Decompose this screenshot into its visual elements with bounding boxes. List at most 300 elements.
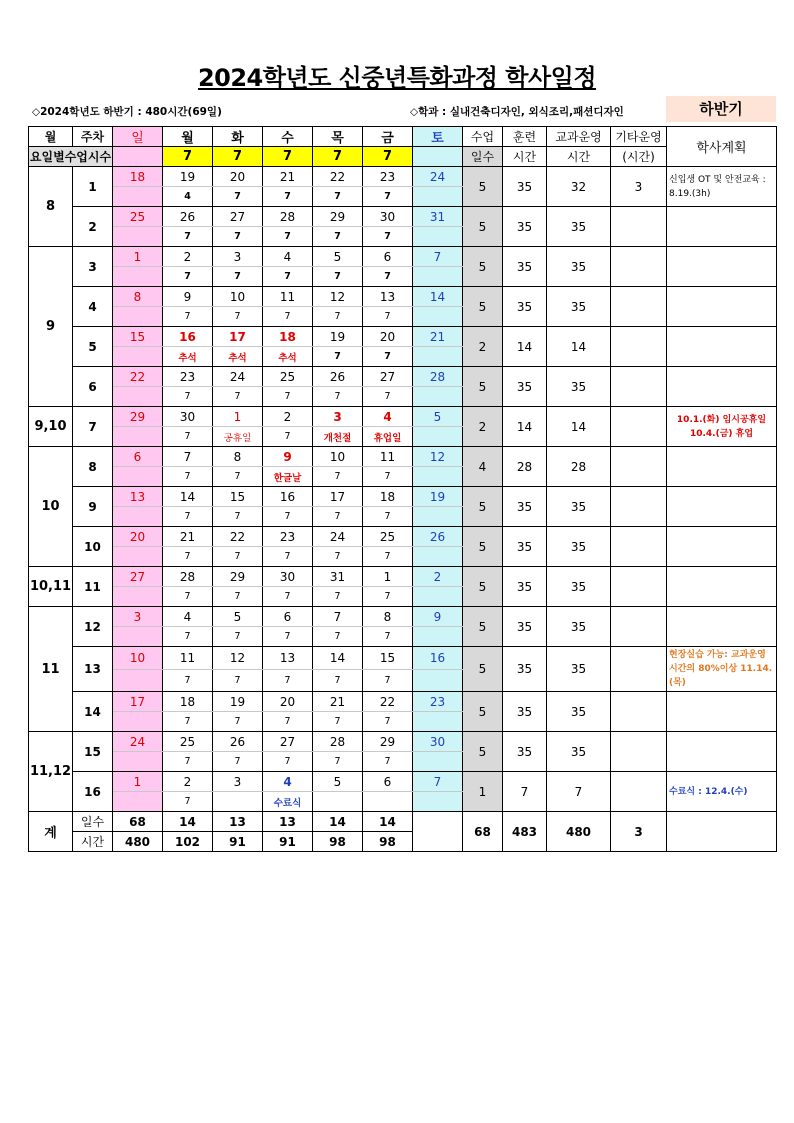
week-row: [29, 772, 777, 792]
date-sat: 14: [413, 287, 463, 307]
hours-mon: 추석: [163, 347, 213, 367]
date-tue: 26: [213, 732, 263, 752]
daily-hours-sat: [413, 147, 463, 167]
date-sun: 6: [113, 447, 163, 467]
other-hours: [611, 647, 667, 692]
hours-sat: [413, 507, 463, 527]
header-training-hours-2: 시간: [503, 147, 547, 167]
date-mon: 30: [163, 407, 213, 427]
date-sun: 29: [113, 407, 163, 427]
hours-thu: 7: [313, 587, 363, 607]
header-month: 월: [29, 127, 73, 147]
date-sun: 8: [113, 287, 163, 307]
week-row: [29, 367, 777, 387]
training-hours: 7: [503, 772, 547, 812]
curriculum-hours: 14: [547, 407, 611, 447]
date-mon: 18: [163, 692, 213, 712]
other-hours: [611, 487, 667, 527]
training-hours: 35: [503, 367, 547, 407]
totals-label: 계: [29, 812, 73, 852]
curriculum-hours: 7: [547, 772, 611, 812]
hours-wed: 수료식: [263, 792, 313, 812]
hours-wed: 한글날: [263, 467, 313, 487]
other-hours: [611, 772, 667, 812]
curriculum-hours: 14: [547, 327, 611, 367]
date-wed: 20: [263, 692, 313, 712]
curriculum-hours: 28: [547, 447, 611, 487]
date-fri: 27: [363, 367, 413, 387]
date-wed: 30: [263, 567, 313, 587]
date-fri: 29: [363, 732, 413, 752]
class-days: 1: [463, 772, 503, 812]
hours-tue: 7: [213, 627, 263, 647]
hours-thu: 7: [313, 187, 363, 207]
hours-tue: 공휴일: [213, 427, 263, 447]
totals-hours-label: 시간: [73, 832, 113, 852]
header-wed: 수: [263, 127, 313, 147]
date-tue: 3: [213, 772, 263, 792]
date-sun: 1: [113, 247, 163, 267]
date-fri: 30: [363, 207, 413, 227]
hours-thu: 7: [313, 227, 363, 247]
date-fri: 6: [363, 772, 413, 792]
month-cell: 11,12: [29, 732, 73, 812]
week-number: 7: [73, 407, 113, 447]
training-hours: 35: [503, 527, 547, 567]
totals-plan: [667, 812, 777, 852]
date-tue: 15: [213, 487, 263, 507]
week-number: 4: [73, 287, 113, 327]
class-days: 5: [463, 692, 503, 732]
hours-mon: 7: [163, 227, 213, 247]
hours-wed: 7: [263, 227, 313, 247]
week-number: 3: [73, 247, 113, 287]
hours-sat: [413, 347, 463, 367]
hours-sat: [413, 187, 463, 207]
total-curriculum-hours: 480: [547, 812, 611, 852]
hours-sat: [413, 387, 463, 407]
week-row: [29, 607, 777, 627]
curriculum-hours: 35: [547, 367, 611, 407]
date-sat: 12: [413, 447, 463, 467]
date-fri: 15: [363, 647, 413, 670]
totals-sat: [413, 812, 463, 852]
class-days: 2: [463, 407, 503, 447]
hours-sun: [113, 587, 163, 607]
total-hours-value: 91: [213, 832, 263, 852]
date-mon: 2: [163, 247, 213, 267]
date-tue: 19: [213, 692, 263, 712]
hours-thu: 7: [313, 387, 363, 407]
hours-fri: 7: [363, 187, 413, 207]
daily-hours-tue: 7: [213, 147, 263, 167]
date-sun: 27: [113, 567, 163, 587]
other-hours: [611, 407, 667, 447]
week-row: [29, 167, 777, 187]
date-thu: 31: [313, 567, 363, 587]
daily-hours-mon: 7: [163, 147, 213, 167]
header-training-hours-1: 훈련: [503, 127, 547, 147]
date-wed: 16: [263, 487, 313, 507]
date-wed: 18: [263, 327, 313, 347]
hours-sun: [113, 187, 163, 207]
total-class-days: 68: [463, 812, 503, 852]
hours-thu: 7: [313, 669, 363, 692]
date-sat: 30: [413, 732, 463, 752]
plan-note: [667, 327, 777, 367]
date-wed: 4: [263, 247, 313, 267]
curriculum-hours: 35: [547, 287, 611, 327]
training-hours: 35: [503, 692, 547, 732]
hours-sun: [113, 507, 163, 527]
header-fri: 금: [363, 127, 413, 147]
training-hours: 35: [503, 247, 547, 287]
daily-hours-fri: 7: [363, 147, 413, 167]
hours-mon: 7: [163, 507, 213, 527]
total-hours-value: 480: [113, 832, 163, 852]
hours-sat: [413, 627, 463, 647]
hours-fri: 7: [363, 267, 413, 287]
hours-wed: 7: [263, 267, 313, 287]
week-row: [29, 527, 777, 547]
date-sat: 2: [413, 567, 463, 587]
plan-note: [667, 607, 777, 647]
hours-sat: [413, 712, 463, 732]
date-fri: 11: [363, 447, 413, 467]
page-title: 2024학년도 신중년특화과정 학사일정: [197, 64, 597, 92]
department-info: ◇학과 : 실내건축디자인, 외식조리,패션디자인: [410, 106, 624, 118]
hours-tue: 7: [213, 712, 263, 732]
plan-note: [667, 732, 777, 772]
date-sat: 7: [413, 772, 463, 792]
date-wed: 21: [263, 167, 313, 187]
hours-fri: 7: [363, 587, 413, 607]
header-sun: 일: [113, 127, 163, 147]
date-sat: 7: [413, 247, 463, 267]
date-thu: 5: [313, 247, 363, 267]
hours-sat: [413, 467, 463, 487]
date-mon: 19: [163, 167, 213, 187]
date-thu: 17: [313, 487, 363, 507]
hours-tue: 7: [213, 227, 263, 247]
hours-thu: 7: [313, 752, 363, 772]
date-wed: 11: [263, 287, 313, 307]
class-days: 5: [463, 567, 503, 607]
total-days-value: 13: [263, 812, 313, 832]
date-sun: 17: [113, 692, 163, 712]
date-wed: 23: [263, 527, 313, 547]
hours-tue: 7: [213, 307, 263, 327]
curriculum-hours: 32: [547, 167, 611, 207]
hours-mon: 7: [163, 712, 213, 732]
date-mon: 2: [163, 772, 213, 792]
hours-tue: 7: [213, 467, 263, 487]
hours-wed: 7: [263, 669, 313, 692]
plan-note: 현장실습 가능: 교과운영시간의 80%이상 11.14.(목): [667, 647, 777, 692]
week-row: [29, 567, 777, 587]
date-sat: 9: [413, 607, 463, 627]
date-fri: 18: [363, 487, 413, 507]
hours-sat: [413, 792, 463, 812]
class-days: 5: [463, 247, 503, 287]
hours-wed: 7: [263, 752, 313, 772]
date-sat: 26: [413, 527, 463, 547]
date-mon: 4: [163, 607, 213, 627]
month-cell: 8: [29, 167, 73, 247]
date-wed: 27: [263, 732, 313, 752]
hours-thu: 7: [313, 467, 363, 487]
hours-sat: [413, 227, 463, 247]
total-hours-value: 98: [363, 832, 413, 852]
training-hours: 28: [503, 447, 547, 487]
training-hours: 35: [503, 607, 547, 647]
training-hours: 35: [503, 487, 547, 527]
hours-thu: 개천절: [313, 427, 363, 447]
hours-thu: 7: [313, 347, 363, 367]
hours-thu: 7: [313, 267, 363, 287]
header-curriculum-hours-2: 시간: [547, 147, 611, 167]
hours-mon: 7: [163, 267, 213, 287]
other-hours: [611, 732, 667, 772]
date-mon: 23: [163, 367, 213, 387]
date-wed: 4: [263, 772, 313, 792]
plan-note: [667, 692, 777, 732]
date-fri: 20: [363, 327, 413, 347]
curriculum-hours: 35: [547, 247, 611, 287]
hours-tue: [213, 792, 263, 812]
hours-mon: 7: [163, 752, 213, 772]
daily-hours-label: 요일별수업시수: [29, 147, 113, 167]
week-row: [29, 327, 777, 347]
hours-fri: 7: [363, 627, 413, 647]
training-hours: 35: [503, 567, 547, 607]
hours-sat: [413, 307, 463, 327]
month-cell: 10,11: [29, 567, 73, 607]
plan-note: [667, 367, 777, 407]
date-tue: 10: [213, 287, 263, 307]
week-row: [29, 732, 777, 752]
date-wed: 13: [263, 647, 313, 670]
week-row: [29, 207, 777, 227]
date-tue: 1: [213, 407, 263, 427]
date-thu: 3: [313, 407, 363, 427]
other-hours: [611, 607, 667, 647]
class-days: 5: [463, 647, 503, 692]
hours-sat: [413, 547, 463, 567]
hours-fri: 7: [363, 347, 413, 367]
hours-sun: [113, 427, 163, 447]
curriculum-hours: 35: [547, 647, 611, 692]
hours-sun: [113, 347, 163, 367]
week-row: [29, 287, 777, 307]
hours-tue: 7: [213, 387, 263, 407]
hours-wed: 7: [263, 547, 313, 567]
date-mon: 14: [163, 487, 213, 507]
week-row: [29, 692, 777, 712]
date-sat: 16: [413, 647, 463, 670]
training-hours: 35: [503, 167, 547, 207]
date-sat: 31: [413, 207, 463, 227]
date-tue: 20: [213, 167, 263, 187]
hours-fri: 7: [363, 712, 413, 732]
date-thu: 24: [313, 527, 363, 547]
header-curriculum-hours-1: 교과운영: [547, 127, 611, 147]
week-row: [29, 487, 777, 507]
hours-sun: [113, 467, 163, 487]
plan-note: [667, 487, 777, 527]
header-other-hours-1: 기타운영: [611, 127, 667, 147]
date-tue: 12: [213, 647, 263, 670]
week-row: [29, 447, 777, 467]
date-thu: 12: [313, 287, 363, 307]
date-wed: 28: [263, 207, 313, 227]
curriculum-hours: 35: [547, 487, 611, 527]
hours-fri: 7: [363, 467, 413, 487]
date-fri: 6: [363, 247, 413, 267]
month-cell: 11: [29, 607, 73, 732]
half-badge: 하반기: [666, 96, 776, 122]
hours-wed: 7: [263, 187, 313, 207]
date-sat: 5: [413, 407, 463, 427]
date-tue: 17: [213, 327, 263, 347]
date-fri: 23: [363, 167, 413, 187]
plan-note: [667, 247, 777, 287]
date-mon: 28: [163, 567, 213, 587]
class-days: 5: [463, 287, 503, 327]
header-plan: 학사계획: [667, 127, 777, 167]
hours-fri: 7: [363, 227, 413, 247]
hours-mon: 7: [163, 792, 213, 812]
week-number: 9: [73, 487, 113, 527]
week-number: 14: [73, 692, 113, 732]
date-sun: 1: [113, 772, 163, 792]
hours-wed: 7: [263, 587, 313, 607]
date-sat: 19: [413, 487, 463, 507]
other-hours: [611, 247, 667, 287]
date-thu: 14: [313, 647, 363, 670]
date-fri: 4: [363, 407, 413, 427]
hours-mon: 7: [163, 547, 213, 567]
hours-fri: 7: [363, 547, 413, 567]
date-sat: 28: [413, 367, 463, 387]
month-cell: 10: [29, 447, 73, 567]
week-number: 2: [73, 207, 113, 247]
date-sun: 20: [113, 527, 163, 547]
class-days: 2: [463, 327, 503, 367]
hours-mon: 7: [163, 627, 213, 647]
class-days: 5: [463, 167, 503, 207]
date-mon: 11: [163, 647, 213, 670]
week-number: 11: [73, 567, 113, 607]
date-wed: 25: [263, 367, 313, 387]
curriculum-hours: 35: [547, 527, 611, 567]
date-fri: 25: [363, 527, 413, 547]
date-sat: 24: [413, 167, 463, 187]
date-wed: 9: [263, 447, 313, 467]
curriculum-hours: 35: [547, 607, 611, 647]
hours-thu: 7: [313, 507, 363, 527]
date-thu: 5: [313, 772, 363, 792]
training-hours: 35: [503, 732, 547, 772]
hours-tue: 7: [213, 547, 263, 567]
training-hours: 35: [503, 287, 547, 327]
plan-note: [667, 207, 777, 247]
date-thu: 7: [313, 607, 363, 627]
hours-tue: 7: [213, 507, 263, 527]
hours-sun: [113, 669, 163, 692]
date-tue: 5: [213, 607, 263, 627]
date-sun: 24: [113, 732, 163, 752]
date-thu: 26: [313, 367, 363, 387]
hours-sat: [413, 752, 463, 772]
week-number: 16: [73, 772, 113, 812]
hours-sat: [413, 587, 463, 607]
total-training-hours: 483: [503, 812, 547, 852]
date-sun: 18: [113, 167, 163, 187]
date-tue: 8: [213, 447, 263, 467]
header-thu: 목: [313, 127, 363, 147]
hours-sun: [113, 267, 163, 287]
training-hours: 35: [503, 207, 547, 247]
date-tue: 22: [213, 527, 263, 547]
week-number: 5: [73, 327, 113, 367]
header-row: [29, 127, 777, 147]
date-mon: 7: [163, 447, 213, 467]
date-thu: 10: [313, 447, 363, 467]
curriculum-hours: 35: [547, 732, 611, 772]
date-thu: 22: [313, 167, 363, 187]
total-hours-value: 91: [263, 832, 313, 852]
hours-sun: [113, 792, 163, 812]
other-hours: 3: [611, 167, 667, 207]
date-tue: 29: [213, 567, 263, 587]
hours-thu: 7: [313, 627, 363, 647]
hours-tue: 7: [213, 187, 263, 207]
other-hours: [611, 367, 667, 407]
hours-mon: 7: [163, 467, 213, 487]
daily-hours-sun: [113, 147, 163, 167]
hours-fri: 7: [363, 752, 413, 772]
date-mon: 9: [163, 287, 213, 307]
date-fri: 8: [363, 607, 413, 627]
hours-wed: 7: [263, 627, 313, 647]
date-wed: 2: [263, 407, 313, 427]
class-days: 4: [463, 447, 503, 487]
week-row: [29, 247, 777, 267]
schedule-table: [28, 126, 777, 852]
date-thu: 21: [313, 692, 363, 712]
plan-note: [667, 447, 777, 487]
header-week: 주차: [73, 127, 113, 147]
hours-sun: [113, 307, 163, 327]
date-tue: 3: [213, 247, 263, 267]
other-hours: [611, 527, 667, 567]
date-thu: 28: [313, 732, 363, 752]
date-thu: 29: [313, 207, 363, 227]
hours-mon: 7: [163, 587, 213, 607]
plan-note: 10.1.(화) 임시공휴일 10.4.(금) 휴업: [667, 407, 777, 447]
total-hours-value: 102: [163, 832, 213, 852]
hours-sun: [113, 627, 163, 647]
header-tue: 화: [213, 127, 263, 147]
total-days-value: 14: [363, 812, 413, 832]
month-cell: 9,10: [29, 407, 73, 447]
hours-sun: [113, 712, 163, 732]
curriculum-hours: 35: [547, 207, 611, 247]
date-tue: 27: [213, 207, 263, 227]
week-row: [29, 647, 777, 670]
hours-thu: 7: [313, 712, 363, 732]
